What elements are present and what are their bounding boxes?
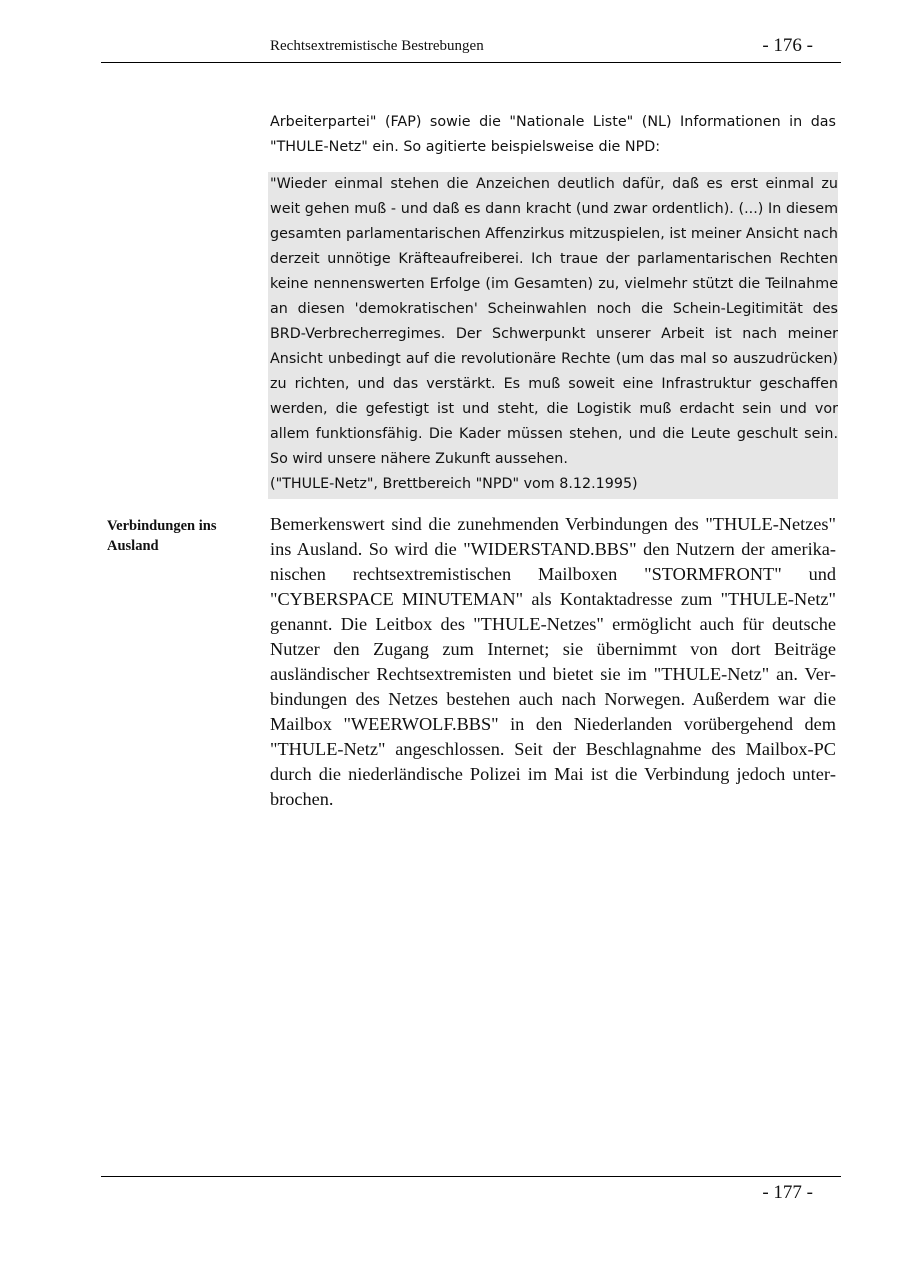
section-body	[270, 512, 836, 812]
running-header	[101, 36, 841, 63]
quote-source: ("THULE-Netz", Brettbereich "NPD" vom 8.12.1995)	[270, 476, 638, 492]
page-number-top: - 176 -	[762, 35, 813, 56]
intro-paragraph-block	[270, 110, 836, 160]
margin-heading: Verbindungen ins Ausland	[107, 518, 217, 554]
page-footer	[101, 1176, 841, 1217]
running-title: Rechtsextremistische Bestrebungen	[270, 38, 484, 54]
page-number-bottom: - 177 -	[762, 1182, 813, 1203]
quote-block	[268, 172, 838, 499]
quote-text: "Wieder einmal stehen die Anzeichen deutlich dafür, daß es erst einmal zu weit gehen muß - und daß es dann kracht (und zwar ordentlich). (...) In diesem gesamten parlamentarischen Affenzirkus mitzuspielen, ist meiner Ansicht nach derzeit unnötige Kräfteaufreiberei. Ich traue der parlamentarischen Rechten keine nennenswerten Erfolge (im Gesamten) zu, vielmehr stützt die Teilnahme an diesen 'demokratischen' Scheinwahlen noch die Schein-Legitimität des BRD-Verbrecherregimes. Der Schwerpunkt unserer Arbeit ist nach meiner Ansicht unbedingt auf die revolutionäre Rechte (um das mal so auszudrücken) zu richten, und das verstärkt. Es muß soweit eine Infrastruktur geschaffen werden, die gefestigt ist und steht, die Logistik muß erdacht sein und vor allem funktionsfähig. Die Kader müssen stehen, und die Leute geschult sein. So wird unsere nähere Zukunft aussehen.	[270, 176, 838, 467]
body-paragraph: Bemerkenswert sind die zunehmenden Verbindungen des "THULE-Netzes" ins Ausland. So wird die "WIDERSTAND.BBS" den Nutzern der amerikanischen rechtsextremistischen Mailboxen "STORMFRONT" und "CYBERSPACE MINUTEMAN" als Kontaktadresse zum "THULE-Netz" genannt. Die Leitbox des "THULE-Netzes" ermöglicht auch für deutsche Nutzer den Zugang zum Internet; sie übernimmt von dort Beiträge ausländischer Rechtsextremisten und bietet sie im "THULE-Netz" an. Verbindungen des Netzes bestehen auch nach Norwegen. Außerdem war die Mailbox "WEERWOLF.BBS" in den Niederlanden vorübergehend dem "THULE-Netz" angeschlossen. Seit der Beschlagnahme des Mailbox-PC durch die niederländische Polizei im Mai ist die Verbindung jedoch unterbrochen.	[270, 514, 836, 809]
intro-paragraph: Arbeiterpartei" (FAP) sowie die "Nationale Liste" (NL) Informationen in das "THULE-Netz" ein. So agitierte beispielsweise die NPD:	[270, 114, 836, 155]
